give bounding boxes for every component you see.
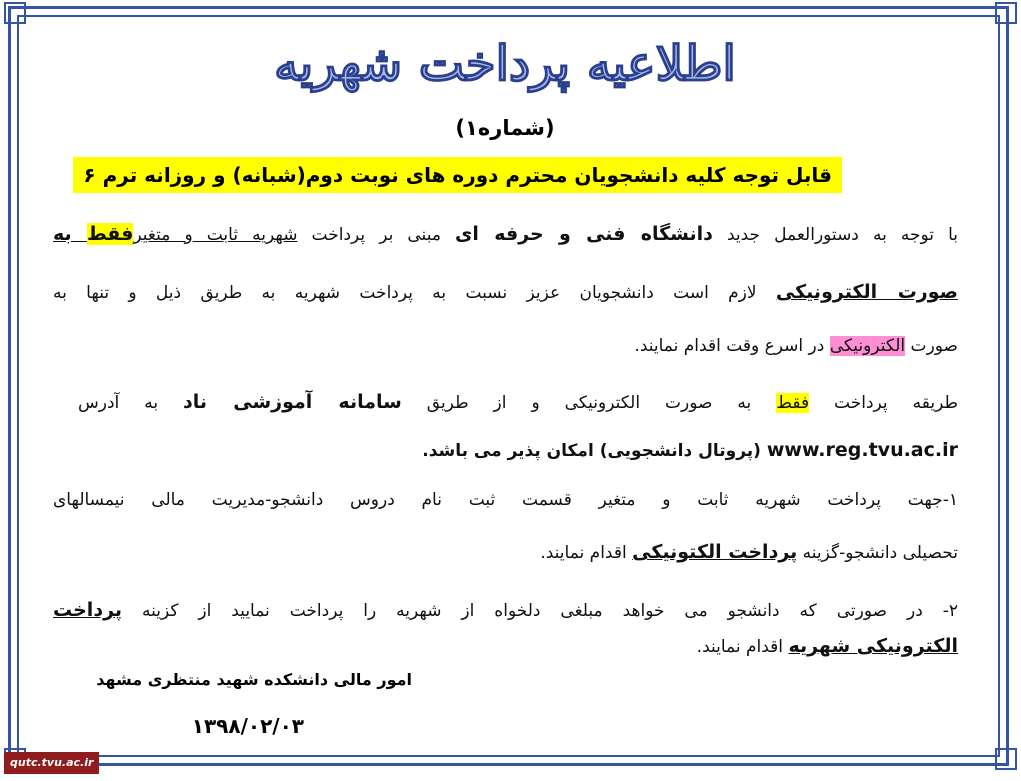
notice-number: (شماره۱) — [455, 116, 555, 140]
notice-title: اطلاعیه پرداخت شهریه — [274, 36, 736, 92]
site-watermark: qutc.tvu.ac.ir — [4, 752, 99, 774]
notice-subject: قابل توجه کلیه دانشجویان محترم دوره های نوبت دوم(شبانه) و روزانه ترم ۶ — [73, 157, 842, 193]
paragraph1-line1: با توجه به دستورالعمل جدید دانشگاه فنی و حرفه ای مبنی بر پرداخت شهریه ثابت و متغیرفقط به — [53, 223, 958, 245]
item1-line2: تحصیلی دانشجو-گزینه پرداخت الکتونیکی اقدام نمایند. — [540, 541, 958, 563]
item2-line1: ۲- در صورتی که دانشجو می خواهد مبلغی دلخواه از شهریه را پرداخت نمایید از کزینه پرداخت — [53, 599, 958, 621]
signature: امور مالی دانشکده شهید منتظری مشهد — [96, 670, 412, 689]
corner-ornament-bottom-right — [995, 748, 1017, 770]
item1-line1: ۱-جهت پرداخت شهریه ثابت و متغیر قسمت ثبت نام دروس دانشجو-مدیریت مالی نیمسالهای — [53, 490, 958, 510]
corner-ornament-top-right — [995, 2, 1017, 24]
corner-ornament-top-left — [4, 2, 26, 24]
item2-line2: الکترونیکی شهریه اقدام نمایند. — [696, 635, 958, 657]
paragraph1-line3: صورت الکترونیکی در اسرع وقت اقدام نمایند. — [634, 336, 958, 356]
notice-content — [50, 30, 960, 750]
notice-date: ۱۳۹۸/۰۲/۰۳ — [191, 714, 304, 738]
paragraph1-line2: صورت الکترونیکی لازم است دانشجویان عزیز نسبت به پرداخت شهریه به طریق ذیل و تنها به — [53, 281, 958, 303]
paragraph2-line1: طریقه پرداخت فقط به صورت الکترونیکی و از طریق سامانه آموزشی ناد به آدرس — [78, 391, 958, 413]
paragraph2-line2: www.reg.tvu.ac.ir (پروتال دانشجویی) امکان پذیر می باشد. — [422, 439, 958, 461]
